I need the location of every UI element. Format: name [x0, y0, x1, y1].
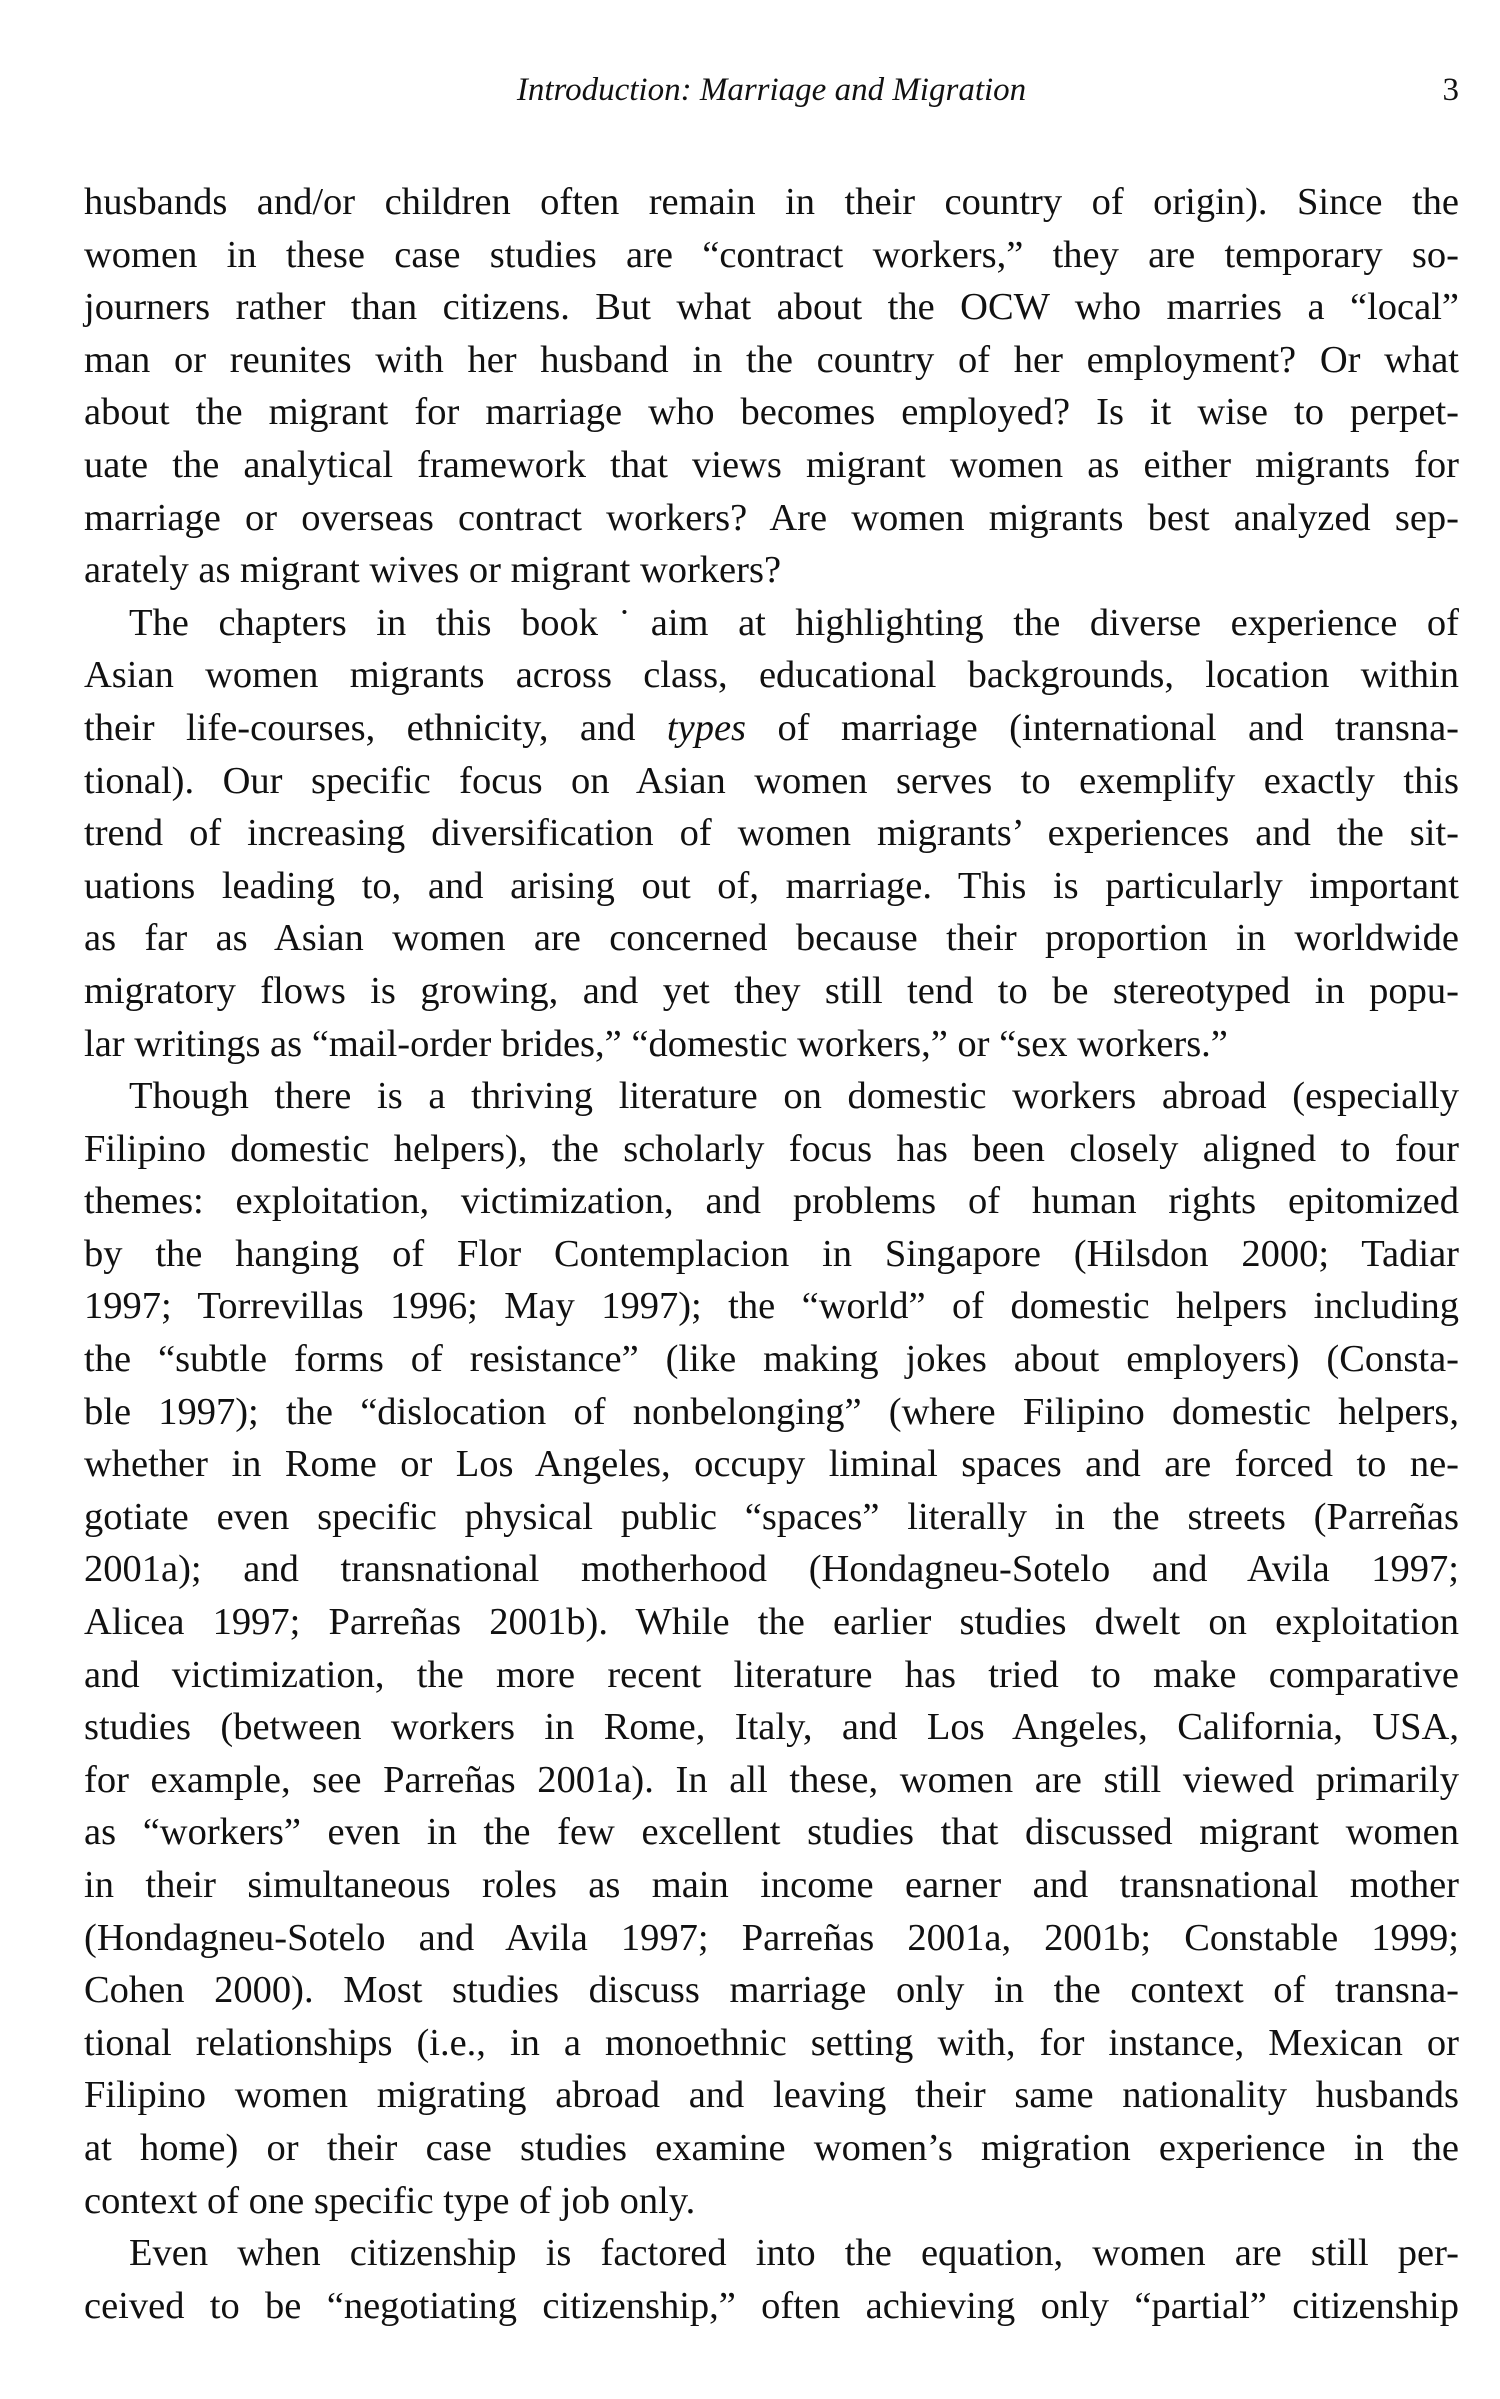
text-line: ble 1997); the “dislocation of nonbelonging” (where Filipino domestic helpers,: [84, 1390, 1459, 1433]
text-line: their life-courses, ethnicity, and types of marriage (international and transna-: [84, 706, 1460, 749]
text-line: Filipino women migrating abroad and leaving their same nationality husbands: [84, 2074, 1459, 2117]
text-line: for example, see Parreñas 2001a). In all these, women are still viewed primarily: [84, 1758, 1459, 1801]
text-line: gotiate even specific physical public “spaces” literally in the streets (Parreñas: [84, 1495, 1459, 1538]
running-head: [84, 58, 1459, 122]
text-line: as “workers” even in the few excellent studies that discussed migrant women: [84, 1811, 1459, 1854]
running-title: Introduction: Marriage and Migration: [516, 72, 1027, 108]
text-line: trend of increasing diversification of women migrants’ experiences and the sit-: [84, 812, 1459, 855]
text-line: Asian women migrants across class, educational backgrounds, location within: [84, 654, 1459, 697]
text-line: husbands and/or children often remain in their country of origin). Since the: [84, 181, 1459, 223]
text-line: 2001a); and transnational motherhood (Hondagneu-Sotelo and Avila 1997;: [84, 1548, 1459, 1591]
text-line: Filipino domestic helpers), the scholarly focus has been closely aligned to four: [84, 1127, 1459, 1170]
text-line: journers rather than citizens. But what about the OCW who marries a “local”: [84, 286, 1459, 329]
paragraph: [84, 1070, 1459, 2227]
text-line: Cohen 2000). Most studies discuss marriage only in the context of transna-: [84, 1969, 1459, 2012]
page-number: 3: [1442, 72, 1459, 108]
text-line: and victimization, the more recent literature has tried to make comparative: [84, 1653, 1459, 1696]
text-line: as far as Asian women are concerned because their proportion in worldwide: [84, 917, 1459, 960]
text-line: by the hanging of Flor Contemplacion in Singapore (Hilsdon 2000; Tadiar: [84, 1232, 1459, 1275]
text-line: context of one specific type of job only.: [84, 2179, 696, 2222]
text-line: studies (between workers in Rome, Italy, and Los Angeles, California, USA,: [84, 1706, 1459, 1749]
text-line: Alicea 1997; Parreñas 2001b). While the earlier studies dwelt on exploitation: [84, 1601, 1459, 1644]
text-line: Though there is a thriving literature on domestic workers abroad (especially: [129, 1075, 1459, 1118]
text-line: arately as migrant wives or migrant workers?: [84, 549, 782, 592]
paragraph: [84, 597, 1459, 1070]
text-line: 1997; Torrevillas 1996; May 1997); the “world” of domestic helpers including: [84, 1285, 1459, 1328]
text-line: man or reunites with her husband in the country of her employment? Or what: [84, 338, 1459, 381]
text-line: uations leading to, and arising out of, marriage. This is particularly important: [84, 864, 1459, 907]
text-line: at home) or their case studies examine women’s migration experience in the: [84, 2126, 1459, 2169]
text-line: (Hondagneu-Sotelo and Avila 1997; Parreñas 2001a, 2001b; Constable 1999;: [84, 1916, 1459, 1959]
text-line: tional). Our specific focus on Asian women serves to exemplify exactly this: [84, 759, 1459, 802]
text-line: tional relationships (i.e., in a monoethnic setting with, for instance, Mexican or: [84, 2021, 1459, 2064]
text-line: ceived to be “negotiating citizenship,” often achieving only “partial” citizenship: [84, 2284, 1459, 2327]
body-text: [84, 176, 1459, 2332]
text-line: Even when citizenship is factored into the equation, women are still per-: [129, 2232, 1459, 2275]
text-line: about the migrant for marriage who becomes employed? Is it wise to perpet-: [84, 391, 1459, 434]
text-line: themes: exploitation, victimization, and problems of human rights epitomized: [84, 1180, 1459, 1223]
text-line: The chapters in this book˙aim at highlighting the diverse experience of: [129, 601, 1459, 644]
text-line: marriage or overseas contract workers? Are women migrants best analyzed sep-: [84, 496, 1459, 539]
text-line: uate the analytical framework that views migrant women as either migrants for: [84, 443, 1459, 486]
text-line: migratory flows is growing, and yet they still tend to be stereotyped in popu-: [84, 969, 1459, 1012]
text-line: the “subtle forms of resistance” (like making jokes about employers) (Consta-: [84, 1338, 1459, 1381]
text-line: women in these case studies are “contract workers,” they are temporary so-: [84, 233, 1459, 276]
text-line: whether in Rome or Los Angeles, occupy liminal spaces and are forced to ne-: [84, 1443, 1459, 1486]
emphasis: types: [666, 706, 747, 749]
paragraph: [84, 2227, 1459, 2332]
text-line: lar writings as “mail-order brides,” “domestic workers,” or “sex workers.”: [84, 1022, 1228, 1065]
paragraph: [84, 176, 1459, 597]
book-page: [84, 58, 1459, 2358]
text-line: in their simultaneous roles as main income earner and transnational mother: [84, 1864, 1459, 1906]
